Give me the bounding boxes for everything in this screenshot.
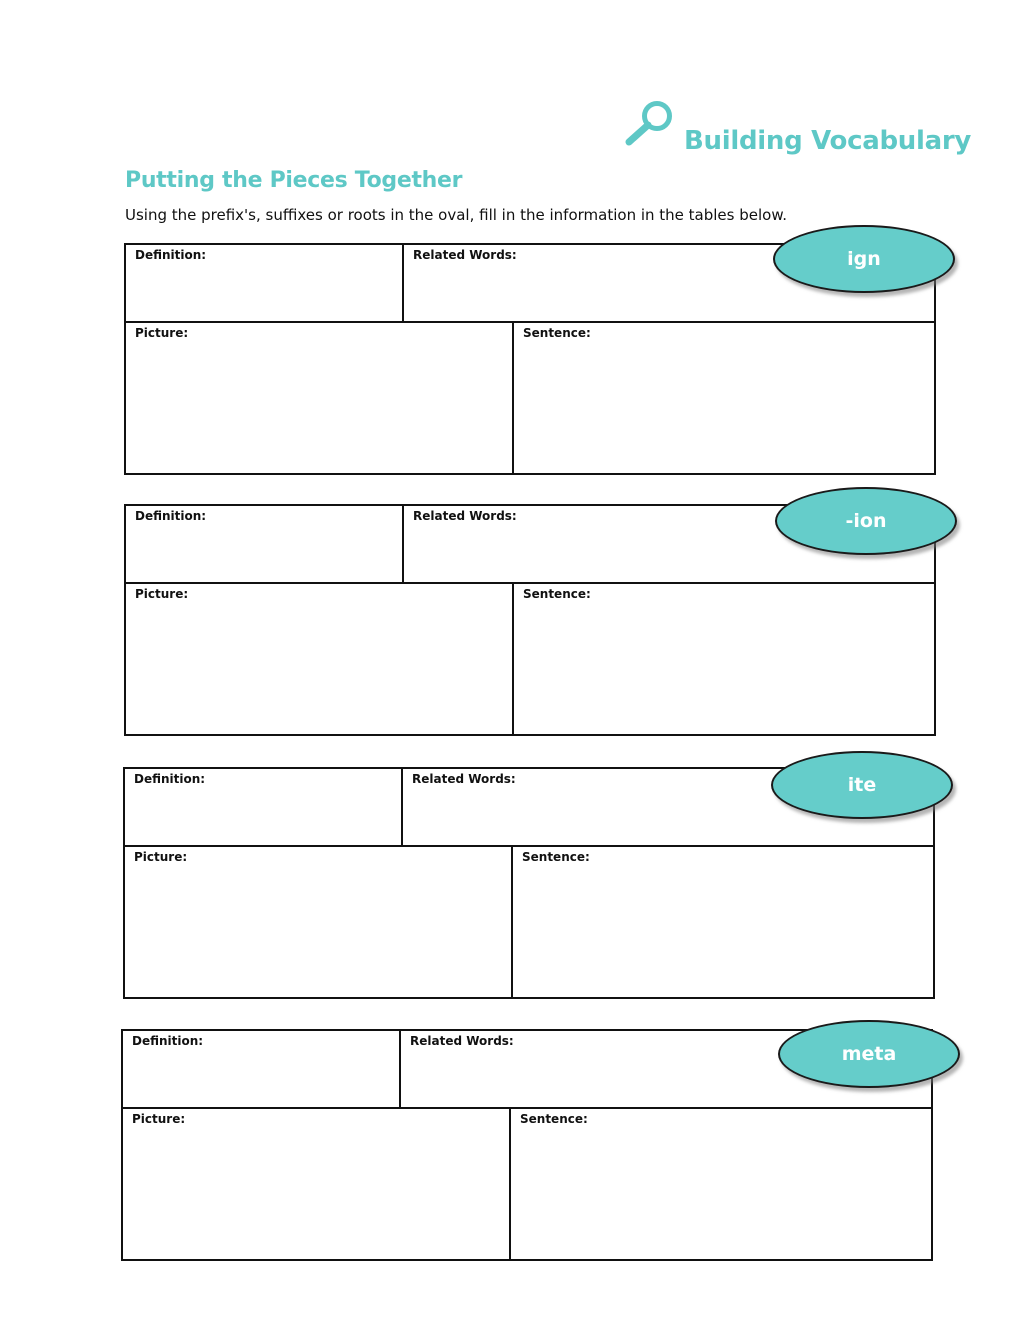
sentence-cell[interactable] bbox=[514, 584, 934, 734]
instructions-text: Using the prefix's, suffixes or roots in the oval, fill in the information in the tables below. bbox=[125, 206, 787, 224]
word-part-label: -ion bbox=[845, 510, 887, 532]
section-subtitle: Putting the Pieces Together bbox=[125, 168, 463, 193]
word-part-label: ign bbox=[847, 248, 881, 270]
sentence-label: Sentence: bbox=[520, 1112, 588, 1126]
sentence-label: Sentence: bbox=[523, 326, 591, 340]
picture-label: Picture: bbox=[135, 326, 189, 340]
definition-cell[interactable] bbox=[126, 245, 404, 323]
related-words-label: Related Words: bbox=[413, 248, 517, 262]
word-part-label: meta bbox=[841, 1043, 897, 1065]
sentence-label: Sentence: bbox=[523, 587, 591, 601]
definition-cell[interactable] bbox=[123, 1031, 401, 1109]
magnifying-glass-icon bbox=[624, 98, 676, 148]
word-part-oval bbox=[773, 225, 955, 293]
sentence-cell[interactable] bbox=[513, 847, 933, 997]
page-title: Building Vocabulary bbox=[684, 126, 972, 156]
picture-cell[interactable] bbox=[125, 847, 513, 997]
definition-label: Definition: bbox=[134, 772, 206, 786]
word-part-oval bbox=[775, 487, 957, 555]
related-words-label: Related Words: bbox=[412, 772, 516, 786]
related-words-label: Related Words: bbox=[413, 509, 517, 523]
definition-label: Definition: bbox=[132, 1034, 204, 1048]
sentence-label: Sentence: bbox=[522, 850, 590, 864]
word-part-label: ite bbox=[847, 774, 877, 796]
sentence-cell[interactable] bbox=[511, 1109, 931, 1259]
picture-label: Picture: bbox=[134, 850, 188, 864]
picture-cell[interactable] bbox=[126, 584, 514, 734]
word-part-oval bbox=[778, 1020, 960, 1088]
picture-label: Picture: bbox=[135, 587, 189, 601]
definition-label: Definition: bbox=[135, 509, 207, 523]
picture-cell[interactable] bbox=[123, 1109, 511, 1259]
definition-label: Definition: bbox=[135, 248, 207, 262]
definition-cell[interactable] bbox=[126, 506, 404, 584]
picture-cell[interactable] bbox=[126, 323, 514, 473]
definition-cell[interactable] bbox=[125, 769, 403, 847]
related-words-label: Related Words: bbox=[410, 1034, 514, 1048]
word-part-oval bbox=[771, 751, 953, 819]
sentence-cell[interactable] bbox=[514, 323, 934, 473]
picture-label: Picture: bbox=[132, 1112, 186, 1126]
